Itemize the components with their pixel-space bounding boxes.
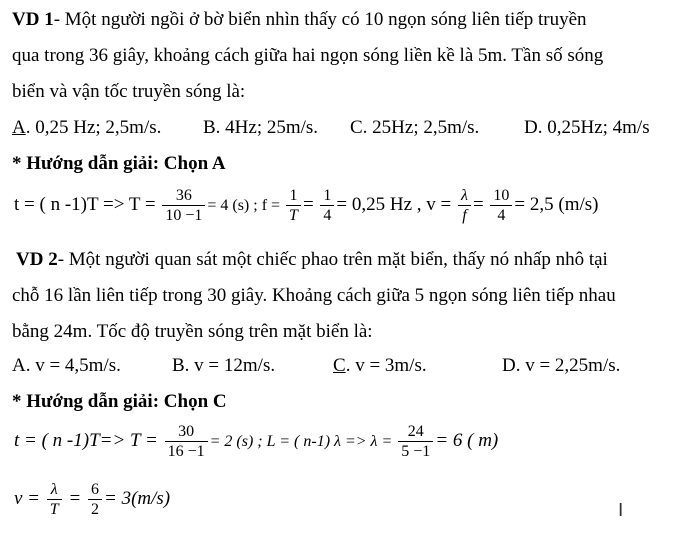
ex2-label: VD 2: [16, 249, 58, 270]
ex1-formula: t = ( n -1)T => T = $\frac{36}{10 -1}$ = 4 (s) ; f = $\frac{1}{T}$ = $\frac{1}{4}$ = 0,25 Hz , v = $\frac{\lambda}{f}$ = $\frac{10}{4}$ = 2,5 (m/s): [14, 187, 599, 224]
fraction: $\frac{1}{4}$: [320, 186, 334, 225]
fraction: $\frac{36}{10 -1}$: [162, 186, 205, 225]
ex1-label: VD 1: [12, 9, 54, 30]
ex2-line1: VD 2- Một người quan sát một chiếc phao trên mặt biển, thấy nó nhấp nhô tại: [16, 249, 608, 270]
fraction: $\frac{1}{T}$: [286, 186, 301, 225]
ex2-formula-1: t = ( n -1)T=> T = $\frac{30}{16 -1}$ = 2 (s) ; L = ( n-1) λ => λ = $\frac{24}{5 -1}$ = 6 ( m): [14, 423, 499, 460]
text-cursor-icon: I: [618, 500, 624, 521]
ex2-option-b: B. v = 12m/s.: [172, 355, 276, 376]
fraction: $\frac{6}{2}$: [88, 480, 102, 519]
fraction: $\frac{24}{5 -1}$: [398, 422, 433, 461]
ex1-guide: * Hướng dẫn giải: Chọn A: [12, 153, 226, 174]
fraction: $\frac{10}{4}$: [490, 186, 512, 225]
ex1-option-c: C. 25Hz; 2,5m/s.: [350, 117, 480, 138]
ex1-line2: qua trong 36 giây, khoảng cách giữa hai ngọn sóng liền kề là 5m. Tần số sóng: [12, 45, 604, 66]
fraction: $\frac{30}{16 -1}$: [165, 422, 208, 461]
ex1-line1: VD 1- Một người ngồi ở bờ biển nhìn thấy có 10 ngọn sóng liên tiếp truyền: [12, 9, 587, 30]
ex2-line3: bằng 24m. Tốc độ truyền sóng trên mặt biển là:: [12, 321, 373, 342]
ex1-option-b: B. 4Hz; 25m/s.: [203, 117, 319, 138]
ex2-option-d: D. v = 2,25m/s.: [502, 355, 621, 376]
fraction: $\frac{\lambda}{T}$: [47, 480, 62, 519]
ex2-guide: * Hướng dẫn giải: Chọn C: [12, 391, 227, 412]
ex2-formula-2: v = $\frac{\lambda}{T}$ = $\frac{6}{2}$ = 3(m/s): [14, 481, 171, 518]
fraction: $\frac{\lambda}{f}$: [458, 186, 471, 225]
ex1-option-d: D. 0,25Hz; 4m/s: [524, 117, 650, 138]
ex1-line3: biển và vận tốc truyền sóng là:: [12, 81, 246, 102]
ex2-option-c: C. v = 3m/s.: [333, 355, 427, 376]
ex1-option-a: A. 0,25 Hz; 2,5m/s.: [12, 117, 162, 138]
ex2-option-a: A. v = 4,5m/s.: [12, 355, 121, 376]
ex2-line2: chỗ 16 lần liên tiếp trong 30 giây. Khoảng cách giữa 5 ngọn sóng liên tiếp nhau: [12, 285, 616, 306]
